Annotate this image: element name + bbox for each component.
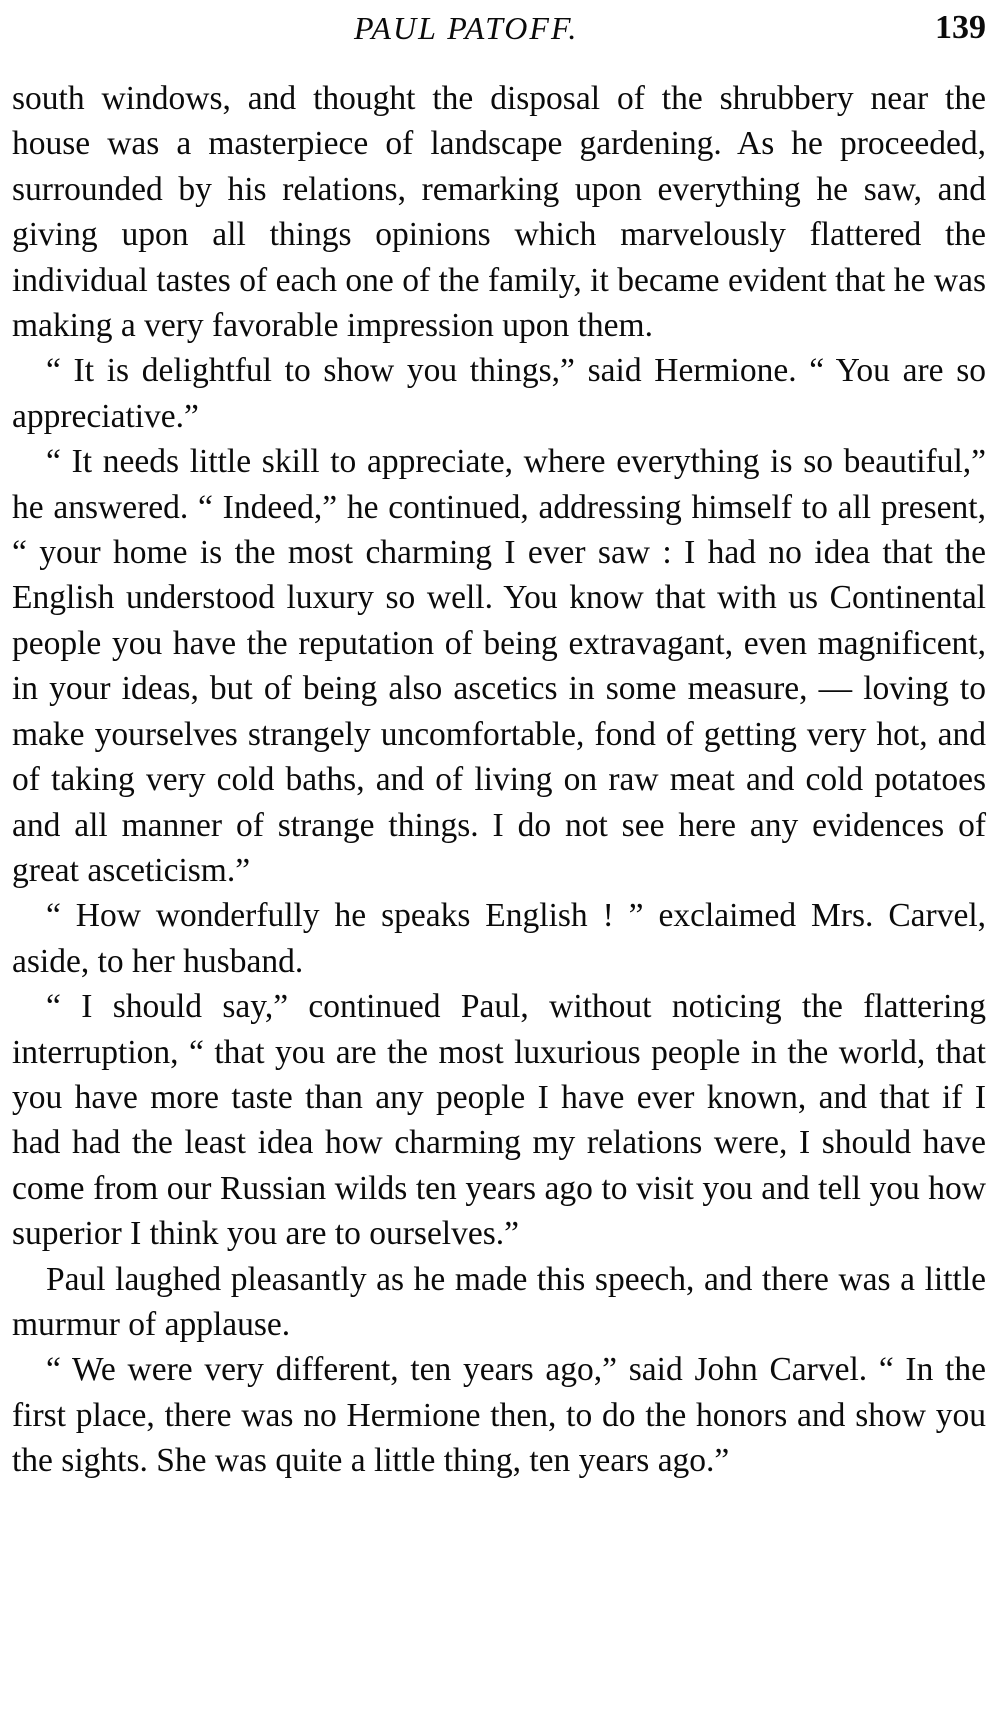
body-text [12,76,986,1484]
running-head [12,6,992,50]
paragraph-continued: south windows, and thought the disposal of the shrubbery near the house was a masterpiece of landscape gardening. As he proceeded, surrounded by his relations, remarking upon everything he saw, and giving upon all things opinions which marvelously flattered the individual tastes of each one of the family, it became evident that he was making a very favorable impression upon them. [12,80,986,345]
paragraph-mrs-carvel: “ How wonderfully he speaks English ! ” exclaimed Mrs. Carvel, aside, to her husband. [12,897,986,980]
paragraph-john-carvel: “ We were very different, ten years ago,” said John Carvel. “ In the first place, there was no Hermione then, to do the honors and show you the sights. She was quite a little thing, ten years ago.” [12,1351,986,1480]
paragraph-paul-reply: “ It needs little skill to appreciate, where everything is so beautiful,” he answered. “ Indeed,” he continued, addressing himself to all present, “ your home is the most charming I ever saw : I had no idea that the English understood luxury so well. You know that with us Continental people you have the reputation of being extravagant, even magnificent, in your ideas, but of being also ascetics in some measure, — loving to make yourselves strangely uncomfortable, fond of getting very hot, and of taking very cold baths, and of living on raw meat and cold potatoes and all manner of strange things. I do not see here any evidences of great asceticism.” [12,443,986,889]
paragraph-applause: Paul laughed pleasantly as he made this speech, and there was a little murmur of applause. [12,1260,986,1343]
paragraph-hermione-dialogue: “ It is delightful to show you things,” said Hermione. “ You are so appreciative.” [12,352,986,435]
paragraph-paul-continued: “ I should say,” continued Paul, without noticing the flattering interruption, “ that you are the most luxurious people in the world, that you have more taste than any people I have ever known, and that if I had had the least idea how charming my relations were, I should have come from our Russian wilds ten years ago to visit you and tell you how superior I think you are to ourselves.” [12,988,986,1253]
page-number: 139 [935,9,986,46]
running-title: PAUL PATOFF. [354,10,579,46]
